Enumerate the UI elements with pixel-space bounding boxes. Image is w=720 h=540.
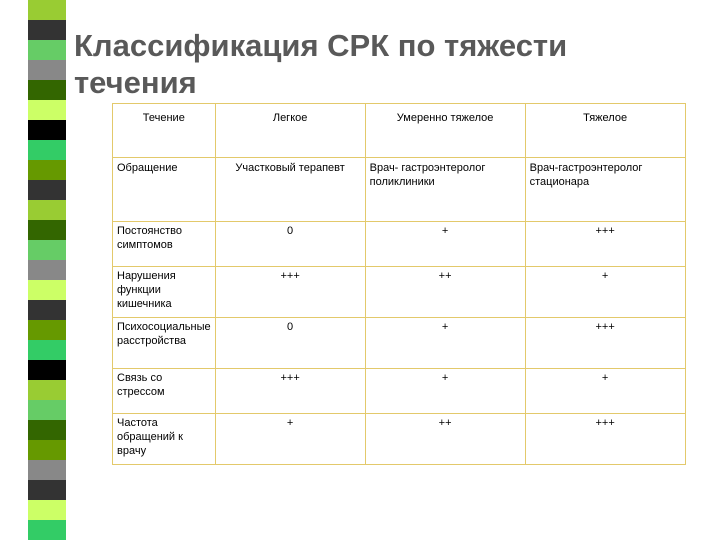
table-cell: + [365, 222, 525, 267]
stripe-segment [28, 280, 66, 300]
header-label-cell: Течение [113, 104, 216, 158]
table-cell: +++ [215, 267, 365, 318]
table-cell: + [365, 369, 525, 414]
stripe-segment [28, 300, 66, 320]
stripe-segment [28, 400, 66, 420]
stripe-segment [28, 460, 66, 480]
table-row [113, 267, 686, 318]
stripe-segment [28, 200, 66, 220]
classification-table [112, 103, 686, 465]
table-cell: +++ [525, 222, 685, 267]
table-cell: ++ [365, 267, 525, 318]
stripe-segment [28, 20, 66, 40]
table-row [113, 158, 686, 222]
stripe-segment [28, 380, 66, 400]
stripe-segment [28, 480, 66, 500]
row-label: Нарушения функции кишечника [113, 267, 216, 318]
decorative-stripe [28, 0, 66, 540]
row-label: Обращение [113, 158, 216, 222]
table-header-row [113, 104, 686, 158]
table-cell: Участковый терапевт [215, 158, 365, 222]
stripe-segment [28, 80, 66, 100]
stripe-segment [28, 240, 66, 260]
table-cell: +++ [525, 414, 685, 465]
table-cell: +++ [215, 369, 365, 414]
stripe-segment [28, 140, 66, 160]
table-cell: 0 [215, 222, 365, 267]
table-cell: +++ [525, 318, 685, 369]
table-row [113, 369, 686, 414]
table-row [113, 222, 686, 267]
header-mild-cell: Легкое [215, 104, 365, 158]
page-title: Классификация СРК по тяжести течения [74, 28, 568, 100]
row-label: Психосоциальные расстройства [113, 318, 216, 369]
table-cell: + [365, 318, 525, 369]
header-moderate-cell: Умеренно тяжелое [365, 104, 525, 158]
stripe-segment [28, 160, 66, 180]
stripe-segment [28, 340, 66, 360]
stripe-segment [28, 60, 66, 80]
table-row [113, 318, 686, 369]
table-cell: ++ [365, 414, 525, 465]
stripe-segment [28, 260, 66, 280]
row-label: Постоянство симптомов [113, 222, 216, 267]
row-label: Частота обращений к врачу [113, 414, 216, 465]
stripe-segment [28, 500, 66, 520]
stripe-segment [28, 180, 66, 200]
table-cell: Врач- гастроэнтеролог поликлиники [365, 158, 525, 222]
table-cell: + [525, 267, 685, 318]
table-cell: 0 [215, 318, 365, 369]
row-label: Связь со стрессом [113, 369, 216, 414]
stripe-segment [28, 120, 66, 140]
table-cell: + [215, 414, 365, 465]
header-severe-cell: Тяжелое [525, 104, 685, 158]
stripe-segment [28, 320, 66, 340]
stripe-segment [28, 520, 66, 540]
table-cell: + [525, 369, 685, 414]
stripe-segment [28, 360, 66, 380]
stripe-segment [28, 0, 66, 20]
stripe-segment [28, 40, 66, 60]
stripe-segment [28, 100, 66, 120]
table-cell: Врач-гастроэнтеролог стационара [525, 158, 685, 222]
table-row [113, 414, 686, 465]
stripe-segment [28, 440, 66, 460]
stripe-segment [28, 420, 66, 440]
stripe-segment [28, 220, 66, 240]
